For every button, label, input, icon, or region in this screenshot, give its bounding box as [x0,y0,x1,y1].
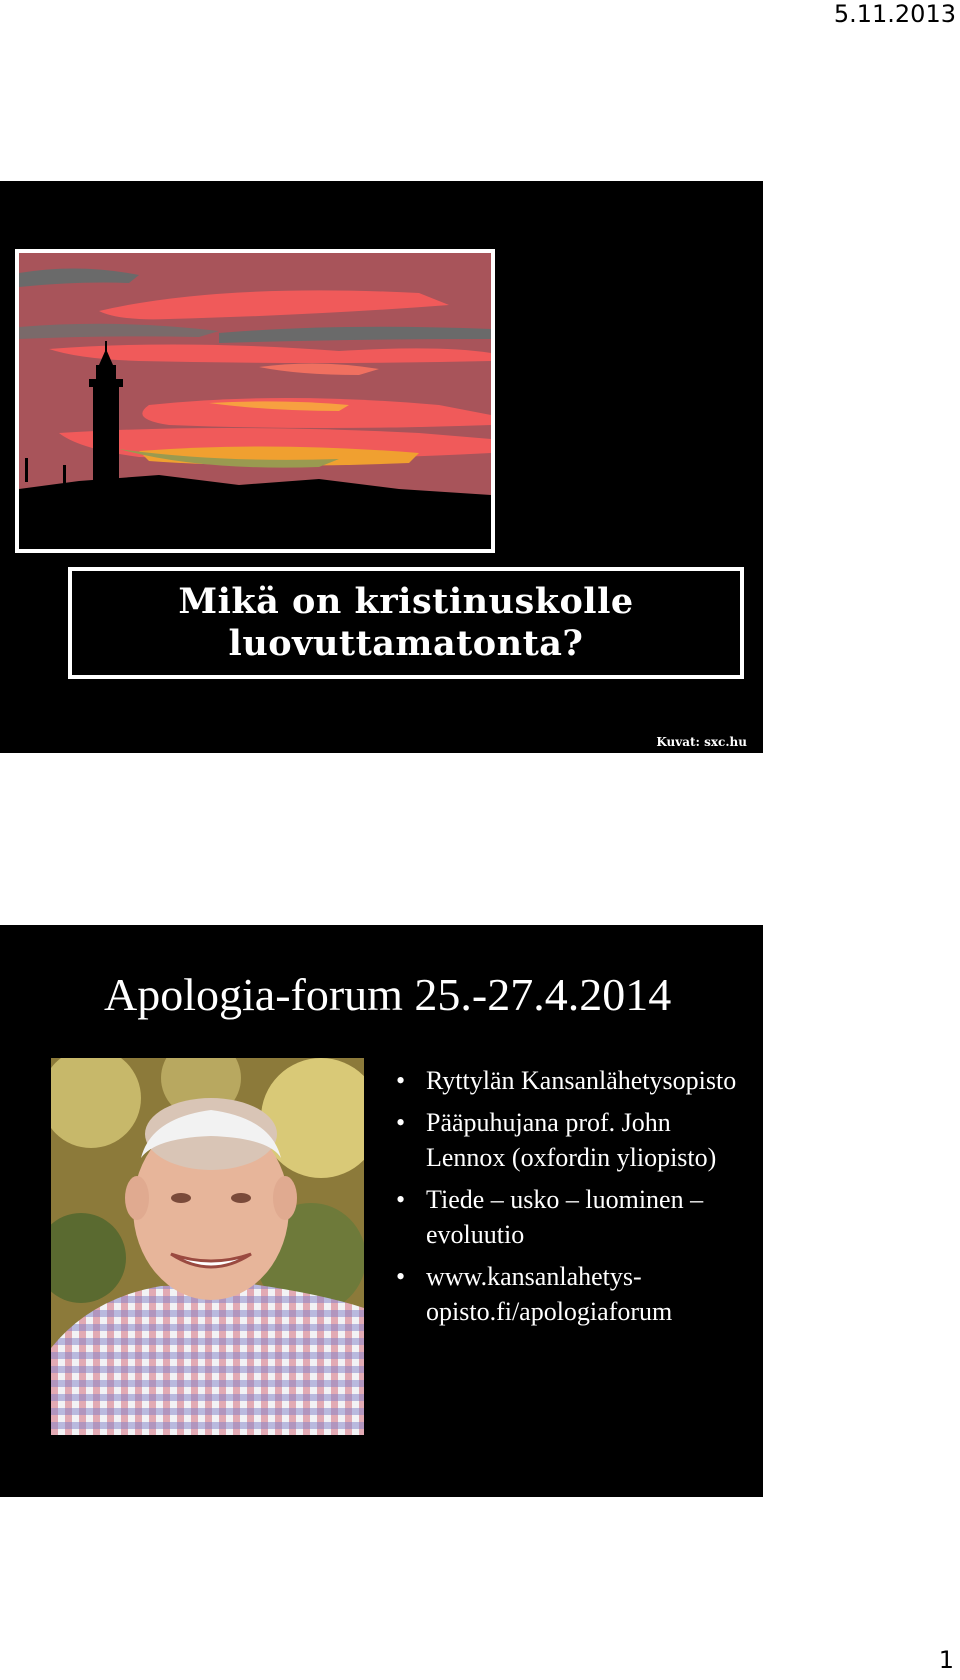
sunset-tower-photo [15,249,495,553]
image-credit: Kuvat: sxc.hu [656,735,747,749]
bullet-item: • Pääpuhujana prof. John Lennox (oxfordin yliopisto) [396,1105,746,1175]
page-number: 1 [938,1646,954,1674]
speaker-portrait-photo [51,1058,364,1435]
slide-2 [0,925,763,1497]
page-date: 5.11.2013 [833,0,956,28]
slide-1 [0,181,763,753]
slide-title: Apologia-forum 25.-27.4.2014 [104,969,672,1020]
bullet-list [396,1063,746,1336]
slide-title-line-1: Mikä on kristinuskolle [178,581,634,622]
slide-title-line-2: luovuttamatonta? [228,623,584,664]
bullet-item: • www.kansanlahetys-opisto.fi/apologiaforum [396,1259,746,1329]
slide-title-box [68,567,744,679]
bullet-item: • Ryttylän Kansanlähetysopisto [396,1063,746,1098]
bullet-item: • Tiede – usko – luominen – evoluutio [396,1182,746,1252]
